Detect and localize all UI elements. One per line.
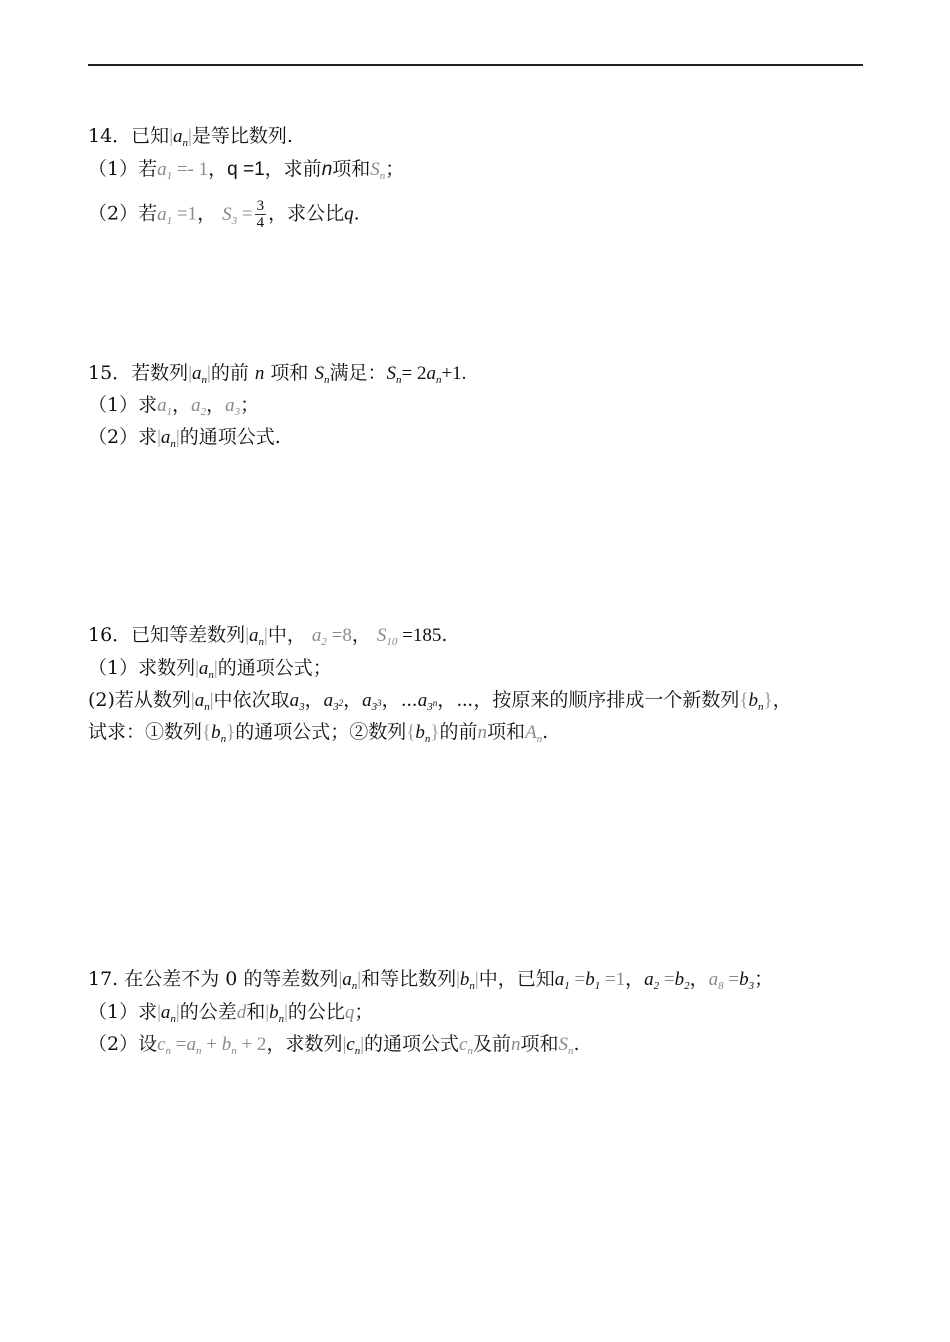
problem-16-part-3: 试求：①数列$\{b_n\}$的通项公式；②数列$\{b_n\}$的前n项和$A_n$. — [88, 721, 549, 745]
problem-14-title — [88, 124, 293, 155]
seq-symbol: $a_n$ — [173, 126, 188, 149]
problem-16-part-2: (2)若从数列$|a_n|$中依次取$a_3$，$a_{3^2}$，$a_{3^3}$，$\cdots a_{3^n}$，⋯，按原来的顺序排成一个新数列$\{b_n\}$， — [88, 689, 792, 713]
brace-left: | — [169, 126, 173, 147]
problem-17-part-1: （1）求$|a_n|$的公差d和$|b_n|$的公比q； — [88, 1001, 374, 1025]
problem-15-part-2: （2）求$|a_n|$的通项公式. — [88, 426, 281, 450]
problem-14-tail: 是等比数列. — [191, 125, 293, 147]
problem-17-part-2: （2）设$c_n =a_n + b_n + 2$，求数列$|c_n|$的通项公式$c_n$及前n项和$S_n$. — [88, 1033, 580, 1057]
problem-14-part-2: （2）若$a_1 =1$， $S_3$ = $\frac{3}{4}$ ，求公比q. — [88, 198, 360, 231]
problem-17-title: 17. 在公差不为 0 的等差数列$|a_n|$和等比数列$|b_n|$中，已知$a_1 =b_1 =1$，$a_2 =b_2$，$a_8 =b_3$； — [88, 968, 774, 992]
problem-14-part-1: （1）若$a_1 =- 1$，q =1，求前n项和$S_n$； — [88, 158, 405, 182]
problem-14-lead: 14．已知 — [88, 125, 170, 147]
problem-16-part-1: （1）求数列$|a_n|$的通项公式； — [88, 657, 332, 681]
brace-right: | — [188, 126, 192, 147]
problem-16-title: 16．已知等差数列$|a_n|$中， $a_2 =8$， $S_{10} =185$. — [88, 624, 448, 648]
fraction-3-4: $\frac{3}{4}$ — [256, 198, 265, 231]
problem-15-part-1: （1）求$a_1$，$a_2$，$a_3$； — [88, 394, 260, 418]
problem-15-title: 15．若数列$|a_n|$的前 n 项和 $S_n$满足：$S_n= 2a_n+1$. — [88, 362, 467, 386]
header-rule — [88, 64, 863, 66]
